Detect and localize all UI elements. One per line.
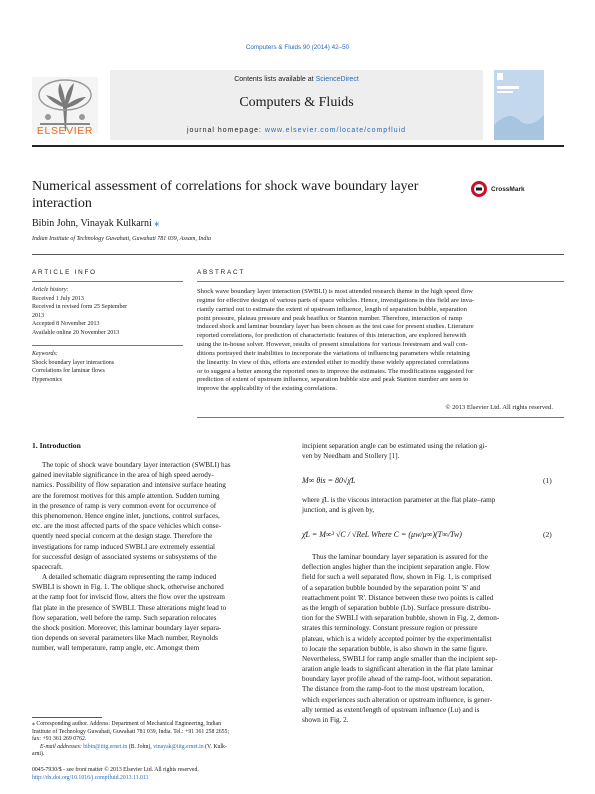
authors-text: Bibin John, Vinayak Kulkarni <box>32 218 152 229</box>
body-line: SWBLI is shown in Fig. 1. The oblique shock, otherwise anchored <box>32 583 224 592</box>
body-line: A detailed schematic diagram representing the ramp induced <box>42 573 217 582</box>
footnote-line: arni). <box>32 751 45 758</box>
equation-1-number: (1) <box>543 476 552 485</box>
history-revised: Received in revised form 25 September <box>32 304 128 310</box>
body-line: number, wall temperature, ramp angle, etc. Amongst them <box>32 644 200 653</box>
abstract-body <box>197 288 564 394</box>
abstract-line: point pressure, plateau pressure and peak heatflux or Stanton number. Therefore, interaction of ramp <box>197 314 463 322</box>
abstract-line: using the in-house solver. However, results of present simulations for various freestream and wall con- <box>197 341 468 349</box>
abstract-rule <box>197 281 564 282</box>
body-line: which experiences such alteration or upstream influence, is gener- <box>302 695 493 704</box>
sciencedirect-link[interactable]: ScienceDirect <box>315 76 359 83</box>
corresponding-author-footnote <box>32 721 285 759</box>
article-title-line-2: interaction <box>32 196 92 211</box>
body-line: to locate the separation bubble, is also shown in the same figure. <box>302 644 488 653</box>
abstract-line: regime for effective design of various parts of space vehicles. Hence, investigations in this field are inva- <box>197 296 475 304</box>
corresponding-author-mark[interactable]: ⁎ <box>154 218 160 229</box>
equation-1: M∞ θis = 80√χ̄L <box>302 476 356 485</box>
equation-2: χ̄L = M∞³ √C / √ReL Where C = (μw/μ∞)(T∞/Tw) <box>302 530 462 539</box>
homepage-prefix: journal homepage: <box>186 127 262 134</box>
homepage-link[interactable]: www.elsevier.com/locate/compfluid <box>264 127 407 134</box>
keywords-rule <box>32 345 183 346</box>
keywords-label: Keywords: <box>32 351 58 357</box>
body-line: field for such a well separated flow, shown in Fig. 1, is comprised <box>302 573 492 582</box>
body-line: tion for the SWBLI with separation bubble, shown in Fig. 2, demon- <box>302 614 500 623</box>
body-line: for successful design of associated systems or subsystems of the <box>32 552 217 561</box>
keyword-item: Correlations for laminar flows <box>32 368 105 374</box>
abstract-line: Shock wave boundary layer interaction (SWBLI) is most attended research theme in the high speed flow <box>197 288 473 295</box>
footnote-line: ⁎ Corresponding author. Address: Department of Mechanical Engineering, Indian <box>32 721 221 727</box>
body-line: in the presence of ramp is very common event for occurrence of <box>32 501 217 510</box>
authors-rule <box>32 254 564 255</box>
body-line: etc. are the most affected parts of the space vehicles which conse- <box>32 522 222 531</box>
footnote-line: Institute of Technology Guwahati, Guwahati 781 039, India. Tel.: +91 361 258 2655; <box>32 728 230 735</box>
doi-link[interactable]: http://dx.doi.org/10.1016/j.compfluid.2013.11.011 <box>32 775 149 781</box>
contents-line <box>110 76 483 83</box>
email-owner: (B. John), <box>128 743 152 750</box>
body-line: tion depends on several parameters like Mach number, Reynolds <box>32 634 218 643</box>
body-line: namics. Possibility of flow separation and intensive surface heating <box>32 481 226 490</box>
body-line: aration angle leads to significant alteration in the flat plate laminar <box>302 665 494 674</box>
keyword-item: Shock boundary layer interactions <box>32 359 115 366</box>
abstract-line: reported correlations, for prediction of characteristic features of this interaction, are explored herewith <box>197 332 467 340</box>
crossmark-badge[interactable] <box>470 180 560 198</box>
body-line: gained inevitable significance in the area of high speed aerody- <box>32 471 214 480</box>
body-line: plateau, which is a widely accepted pointer by the experimentalist <box>302 634 492 643</box>
body-line: incipient separation angle can be estimated using the relation gi- <box>302 442 488 450</box>
body-line: junction, and is given by, <box>302 506 375 515</box>
elsevier-wordmark: ELSEVIER <box>36 125 94 137</box>
body-line: where χ̄L is the viscous interaction parameter at the flat plate–ramp <box>302 496 496 504</box>
article-info-rule <box>32 281 183 282</box>
article-history <box>32 286 182 337</box>
footnote-emails <box>32 744 285 752</box>
body-line: strates this terminology. Constant pressure region or pressure <box>302 624 478 633</box>
email-link-john[interactable]: bibin@iitg.ernet.in <box>83 743 128 750</box>
body-line: shown in Fig. 2. <box>302 716 349 724</box>
journal-title: Computers & Fluids <box>239 95 354 110</box>
contents-prefix: Contents lists available at <box>234 76 314 83</box>
body-line: ally termed as extent/length of upstream influence (Lu) and is <box>302 705 480 714</box>
abstract-end-rule <box>197 417 564 418</box>
abstract-line: or to suggest a better among the reported ones to improve the estimates. The modifications suggested for <box>197 367 474 375</box>
body-line: Nevertheless, SWBLI for ramp angle smaller than the incipient sep- <box>302 654 498 663</box>
crossmark-label: CrossMark <box>491 185 525 193</box>
history-revised-year: 2013 <box>32 312 44 319</box>
right-column-top-text <box>302 441 553 461</box>
body-line: are the foremost motives for this ample attention. Sudden turning <box>32 491 220 500</box>
history-online: Available online 20 November 2013 <box>32 329 120 336</box>
section-heading-introduction: 1. Introduction <box>32 441 81 450</box>
body-line: ven by Needham and Stollery [1]. <box>302 452 400 461</box>
body-line: this phenomenon. Hence engine inlet, junctions, control surfaces, <box>32 511 220 520</box>
header-rule <box>32 145 564 147</box>
body-line: of a separation bubble bounded by the separation point 'S' and <box>302 583 481 592</box>
history-accepted: Accepted 8 November 2013 <box>32 321 100 327</box>
abstract-heading: ABSTRACT <box>197 269 245 276</box>
email-label: E-mail addresses: <box>40 743 82 750</box>
body-line: The distance from the ramp-foot to the most upstream location, <box>302 685 485 694</box>
body-line: flat plate in the presence of SWBLI. These alterations might lead to <box>32 603 227 612</box>
body-line: at the ramp foot for inviscid flow, alters the flow over the upstream <box>32 593 225 602</box>
abstract-line: prediction of extent of upstream influence, separation bubble size and peak Stanton number are seen to <box>197 376 469 384</box>
body-line: reattachment point 'R'. Distance between these two points is called <box>302 593 494 602</box>
history-received: Received 1 July 2013 <box>32 295 84 302</box>
body-line: boundary layer profile ahead of the ramp-foot, without separation. <box>302 675 493 684</box>
body-line: Thus the laminar boundary layer separation is assured for the <box>312 553 488 561</box>
right-column-text <box>302 552 553 725</box>
email-link-kulkarni[interactable]: vinayak@iitg.ernet.in <box>153 743 204 750</box>
body-line: investigations for ramp induced SWBLI are extremely essential <box>32 542 216 551</box>
footnote-line: fax: +91 361 269 0762. <box>32 736 87 743</box>
abstract-line: ditions portrayed their inabilities to incorporate the variations of influencing parameters while retaining <box>197 349 470 357</box>
body-line: spacecraft. <box>32 562 63 571</box>
body-line: the shock position. Moreover, this laminar boundary layer separa- <box>32 624 222 632</box>
body-line: deflection angles higher than the incipient separation angle. Flow <box>302 563 490 572</box>
abstract-line: the linearity. In view of this, efforts are extended either to modify these widely appreciated correlations <box>197 358 470 366</box>
right-column-mid-text <box>302 495 553 515</box>
crossmark-icon <box>470 180 488 198</box>
journal-cover-thumbnail <box>494 70 544 140</box>
abstract-line: riantly carried out to estimate the extent of upstream influence, length of separation bubble, separation <box>197 305 467 313</box>
history-label: Article history: <box>32 287 69 293</box>
abstract-line: improve the applicability of the existing correlations. <box>197 385 338 393</box>
body-line: The topic of shock wave boundary layer interaction (SWBLI) has <box>42 461 231 469</box>
body-line: quently need special concern at the design stage. Therefore the <box>32 532 213 541</box>
left-column-text <box>32 460 285 654</box>
equation-2-number: (2) <box>543 530 552 539</box>
keyword-item: Hypersonics <box>32 376 62 383</box>
author-list <box>32 218 159 229</box>
email-owner: (V. Kulk- <box>205 743 227 750</box>
journal-reference[interactable]: Computers & Fluids 90 (2014) 42–50 <box>245 44 350 51</box>
article-title-line-1: Numerical assessment of correlations for shock wave boundary layer <box>32 179 419 194</box>
affiliation: Indian Institute of Technology Guwahati, Guwahati 781 039, Assam, India <box>32 236 212 242</box>
journal-homepage <box>110 127 483 134</box>
abstract-copyright: © 2013 Elsevier Ltd. All rights reserved. <box>445 404 553 411</box>
article-title <box>32 178 452 212</box>
footnote-rule <box>32 717 102 718</box>
article-info-heading: ARTICLE INFO <box>32 269 97 276</box>
body-line: flow separation, well before the ramp. Such separation relocates <box>32 613 217 622</box>
keywords <box>32 350 182 384</box>
issn-line: 0045-7930/$ - see front matter © 2013 Elsevier Ltd. All rights reserved. <box>32 767 199 773</box>
body-line: as the length of separation bubble (Lb). Surface pressure distribu- <box>302 603 491 612</box>
abstract-line: induced shock and laminar boundary layer has been chosen as the test case for present studies. Literature <box>197 323 474 331</box>
